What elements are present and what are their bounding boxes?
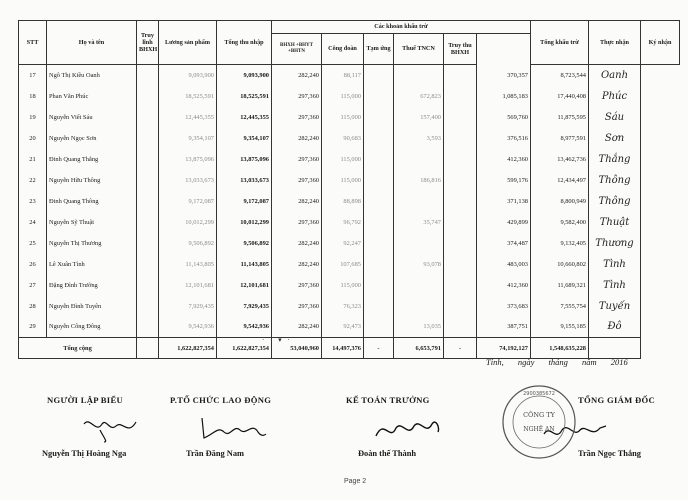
total-sign	[589, 338, 641, 359]
seal-place: NGHỆ AN	[523, 426, 555, 433]
cell-pit	[394, 191, 444, 212]
cell-sign: Phúc	[589, 86, 641, 107]
cell-union: 115,000	[322, 275, 364, 296]
accountant-name: Đoàn thế Thành	[358, 449, 417, 458]
cell-total-deduct: 373,683	[477, 296, 531, 317]
header-insurance: BHXH +BHYT +BHTN	[272, 34, 322, 65]
cell-name: Đinh Quang Thắng	[47, 149, 137, 170]
cell-name: Nguyễn Ngọc Sơn	[47, 128, 137, 149]
cell-stt: 19	[19, 107, 47, 128]
table-row	[19, 86, 680, 107]
payroll-rows	[19, 65, 680, 338]
cell-product-salary: 12,445,355	[159, 107, 217, 128]
header-recover: Truy thu BHXH	[444, 34, 477, 65]
cell-arrears	[137, 65, 159, 86]
cell-arrears	[137, 107, 159, 128]
header-arrears: Truy lĩnh BHXH	[137, 21, 159, 65]
cell-union: 115,000	[322, 86, 364, 107]
cell-sign: Thông	[589, 191, 641, 212]
cell-name: Nguyễn Công Đông	[47, 317, 137, 338]
cell-total-income: 9,506,892	[217, 233, 272, 254]
total-insurance: 53,040,960	[272, 338, 322, 359]
cell-name: Nguyễn Thị Thương	[47, 233, 137, 254]
header-sign: Ký nhận	[641, 21, 680, 65]
cell-insurance: 282,240	[272, 254, 322, 275]
cell-advance	[364, 317, 394, 338]
header-union: Công đoàn	[322, 34, 364, 65]
cell-sign: Tình	[589, 275, 641, 296]
cell-stt: 25	[19, 233, 47, 254]
total-union: 14,497,376	[322, 338, 364, 359]
cell-net: 9,132,405	[531, 233, 589, 254]
cell-advance	[364, 233, 394, 254]
cell-advance	[364, 191, 394, 212]
cell-product-salary: 13,033,673	[159, 170, 217, 191]
cell-insurance: 297,360	[272, 170, 322, 191]
cell-sign: Oanh	[589, 65, 641, 86]
table-row	[19, 275, 680, 296]
cell-pit	[394, 233, 444, 254]
table-row	[19, 170, 680, 191]
cell-total-deduct: 412,360	[477, 275, 531, 296]
cell-advance	[364, 149, 394, 170]
cell-recover	[444, 65, 477, 86]
cell-arrears	[137, 233, 159, 254]
cell-pit: 186,816	[394, 170, 444, 191]
header-net: Thực nhận	[589, 21, 641, 65]
header-product-salary: Lương sản phẩm	[159, 21, 217, 65]
cell-union: 90,683	[322, 128, 364, 149]
header-pit: Thuế TNCN	[394, 34, 444, 65]
cell-product-salary: 9,172,087	[159, 191, 217, 212]
cell-insurance: 297,360	[272, 149, 322, 170]
table-row	[19, 317, 680, 338]
cell-total-deduct: 374,487	[477, 233, 531, 254]
cell-union: 115,000	[322, 149, 364, 170]
cell-name: Phan Văn Phúc	[47, 86, 137, 107]
table-row	[19, 212, 680, 233]
cell-total-income: 7,929,435	[217, 296, 272, 317]
cell-total-income: 9,354,107	[217, 128, 272, 149]
header-advance: Tạm ứng	[364, 34, 394, 65]
cell-product-salary: 9,354,107	[159, 128, 217, 149]
cell-product-salary: 9,093,900	[159, 65, 217, 86]
cell-arrears	[137, 191, 159, 212]
cell-arrears	[137, 254, 159, 275]
cell-insurance: 282,240	[272, 65, 322, 86]
cell-total-income: 13,875,096	[217, 149, 272, 170]
cell-net: 12,434,497	[531, 170, 589, 191]
cell-recover	[444, 296, 477, 317]
cell-name: Nguyễn Viết Sáu	[47, 107, 137, 128]
director-title: TỔNG GIÁM ĐỐC	[578, 395, 655, 405]
cell-recover	[444, 149, 477, 170]
cell-pit: 672,823	[394, 86, 444, 107]
cell-union: 88,117	[322, 65, 364, 86]
table-row	[19, 107, 680, 128]
cell-sign: Thương	[589, 233, 641, 254]
cell-total-deduct: 429,899	[477, 212, 531, 233]
cell-net: 8,800,949	[531, 191, 589, 212]
header-name: Họ và tên	[47, 21, 137, 65]
payroll-table	[18, 20, 680, 359]
cell-stt: 20	[19, 128, 47, 149]
cell-pit: 35,747	[394, 212, 444, 233]
preparer-title: NGƯỜI LẬP BIỂU	[47, 395, 123, 405]
cell-total-deduct: 387,751	[477, 317, 531, 338]
cell-sign: Sáu	[589, 107, 641, 128]
table-row	[19, 254, 680, 275]
cell-arrears	[137, 296, 159, 317]
cell-total-income: 11,143,805	[217, 254, 272, 275]
cell-advance	[364, 128, 394, 149]
cell-recover	[444, 317, 477, 338]
cell-union: 76,323	[322, 296, 364, 317]
cell-pit: 157,400	[394, 107, 444, 128]
cell-stt: 29	[19, 317, 47, 338]
cell-net: 11,875,595	[531, 107, 589, 128]
cell-insurance: 282,240	[272, 191, 322, 212]
cell-stt: 22	[19, 170, 47, 191]
cell-recover	[444, 128, 477, 149]
cell-net: 11,689,321	[531, 275, 589, 296]
seal-code: 2900385672	[523, 391, 555, 397]
cell-stt: 26	[19, 254, 47, 275]
table-row	[19, 233, 680, 254]
cell-advance	[364, 170, 394, 191]
cell-pit	[394, 65, 444, 86]
cell-recover	[444, 191, 477, 212]
cell-advance	[364, 275, 394, 296]
cell-union: 107,685	[322, 254, 364, 275]
cell-net: 13,462,736	[531, 149, 589, 170]
cell-arrears	[137, 317, 159, 338]
cell-stt: 28	[19, 296, 47, 317]
cell-total-deduct: 1,085,183	[477, 86, 531, 107]
cell-advance	[364, 212, 394, 233]
cell-stt: 21	[19, 149, 47, 170]
cell-arrears	[137, 212, 159, 233]
cell-arrears	[137, 275, 159, 296]
total-pit: 6,653,791	[394, 338, 444, 359]
cell-name: Nguyễn Sỹ Thuật	[47, 212, 137, 233]
cell-advance	[364, 86, 394, 107]
total-label: Tổng cộng	[19, 338, 137, 359]
cell-arrears	[137, 170, 159, 191]
cell-arrears	[137, 149, 159, 170]
cell-pit: 13,035	[394, 317, 444, 338]
cell-stt: 23	[19, 191, 47, 212]
preparer-signature	[80, 412, 140, 444]
cell-sign: Thông	[589, 170, 641, 191]
seal-company: CÔNG TY	[523, 411, 555, 419]
cell-net: 9,582,400	[531, 212, 589, 233]
cell-pit: 93,078	[394, 254, 444, 275]
hr-name: Trần Đăng Nam	[186, 449, 245, 458]
hr-signature	[196, 412, 268, 444]
cell-total-income: 9,093,900	[217, 65, 272, 86]
cell-net: 9,155,185	[531, 317, 589, 338]
cell-pit	[394, 275, 444, 296]
cell-arrears	[137, 128, 159, 149]
table-row	[19, 149, 680, 170]
cell-total-deduct: 599,176	[477, 170, 531, 191]
cell-recover	[444, 212, 477, 233]
cell-name: Nguyễn Hữu Thông	[47, 170, 137, 191]
page-label: Page 2	[344, 478, 367, 485]
cell-union: 96,792	[322, 212, 364, 233]
cell-pit	[394, 149, 444, 170]
cell-union: 92,247	[322, 233, 364, 254]
cell-recover	[444, 86, 477, 107]
cell-recover	[444, 275, 477, 296]
cell-pit: 3,593	[394, 128, 444, 149]
cell-stt: 24	[19, 212, 47, 233]
cell-total-income: 12,101,681	[217, 275, 272, 296]
cell-name: Lê Xuân Tình	[47, 254, 137, 275]
cell-total-income: 18,525,591	[217, 86, 272, 107]
cell-total-income: 13,033,673	[217, 170, 272, 191]
accountant-title: KẾ TOÁN TRƯỞNG	[346, 395, 430, 405]
table-row	[19, 128, 680, 149]
header-deductions-group: Các khoản khấu trừ	[272, 21, 531, 34]
cell-recover	[444, 233, 477, 254]
total-arrears	[137, 338, 159, 359]
cell-insurance: 297,360	[272, 212, 322, 233]
cell-stt: 27	[19, 275, 47, 296]
cell-total-deduct: 376,516	[477, 128, 531, 149]
cell-recover	[444, 107, 477, 128]
total-product-salary: 1,622,827,354	[159, 338, 217, 359]
preparer-name: Nguyễn Thị Hoàng Nga	[42, 449, 127, 458]
cell-insurance: 297,360	[272, 296, 322, 317]
cell-net: 7,555,754	[531, 296, 589, 317]
cell-total-deduct: 569,760	[477, 107, 531, 128]
cell-name: Ngô Thị Kiều Oanh	[47, 65, 137, 86]
cell-union: 92,473	[322, 317, 364, 338]
cell-name: Đinh Quang Thông	[47, 191, 137, 212]
cell-stt: 17	[19, 65, 47, 86]
cell-product-salary: 10,012,299	[159, 212, 217, 233]
cell-sign: Sơn	[589, 128, 641, 149]
cell-advance	[364, 65, 394, 86]
cell-insurance: 297,360	[272, 86, 322, 107]
company-seal	[500, 383, 578, 461]
header-total-income: Tổng thu nhập	[217, 21, 272, 65]
cell-sign: Thắng	[589, 149, 641, 170]
cell-sign: Đô	[589, 317, 641, 338]
cell-total-deduct: 483,003	[477, 254, 531, 275]
cell-product-salary: 18,525,591	[159, 86, 217, 107]
cell-total-deduct: 371,138	[477, 191, 531, 212]
table-row	[19, 296, 680, 317]
cell-advance	[364, 254, 394, 275]
scan-marks: · · ▾ ·	[262, 336, 292, 344]
date-line: Tỉnh, ngày tháng năm 2016	[486, 357, 628, 367]
cell-insurance: 282,240	[272, 317, 322, 338]
cell-stt: 18	[19, 86, 47, 107]
cell-advance	[364, 107, 394, 128]
cell-name: Đặng Đình Trường	[47, 275, 137, 296]
cell-advance	[364, 296, 394, 317]
cell-arrears	[137, 86, 159, 107]
total-recover: -	[444, 338, 477, 359]
header-stt: STT	[19, 21, 47, 65]
cell-sign: Tình	[589, 254, 641, 275]
cell-product-salary: 11,143,805	[159, 254, 217, 275]
total-row	[19, 338, 680, 359]
header-total-deduct: Tổng khấu trừ	[531, 21, 589, 65]
cell-product-salary: 13,875,096	[159, 149, 217, 170]
accountant-signature	[372, 414, 442, 444]
cell-total-income: 9,172,087	[217, 191, 272, 212]
cell-insurance: 282,240	[272, 128, 322, 149]
cell-product-salary: 12,101,681	[159, 275, 217, 296]
cell-recover	[444, 254, 477, 275]
cell-recover	[444, 170, 477, 191]
hr-title: P.TỔ CHỨC LAO ĐỘNG	[170, 395, 272, 405]
cell-total-deduct: 412,360	[477, 149, 531, 170]
total-advance: -	[364, 338, 394, 359]
cell-product-salary: 9,506,892	[159, 233, 217, 254]
cell-pit	[394, 296, 444, 317]
cell-product-salary: 7,929,435	[159, 296, 217, 317]
cell-total-income: 10,012,299	[217, 212, 272, 233]
table-row	[19, 191, 680, 212]
cell-insurance: 297,360	[272, 107, 322, 128]
cell-union: 88,898	[322, 191, 364, 212]
table-row	[19, 65, 680, 86]
cell-union: 115,000	[322, 170, 364, 191]
cell-net: 8,977,591	[531, 128, 589, 149]
cell-total-income: 12,445,355	[217, 107, 272, 128]
cell-product-salary: 9,542,936	[159, 317, 217, 338]
total-income: 1,622,827,354	[217, 338, 272, 359]
cell-net: 17,440,408	[531, 86, 589, 107]
cell-insurance: 282,240	[272, 233, 322, 254]
director-name: Trần Ngọc Thắng	[578, 449, 641, 458]
cell-union: 115,000	[322, 107, 364, 128]
cell-total-deduct: 370,357	[477, 65, 531, 86]
cell-sign: Thuật	[589, 212, 641, 233]
cell-net: 10,660,802	[531, 254, 589, 275]
cell-insurance: 297,360	[272, 275, 322, 296]
cell-net: 8,723,544	[531, 65, 589, 86]
total-net: 1,548,635,228	[531, 338, 589, 359]
cell-sign: Tuyến	[589, 296, 641, 317]
cell-name: Nguyễn Đình Tuyên	[47, 296, 137, 317]
total-deduct: 74,192,127	[477, 338, 531, 359]
cell-total-income: 9,542,936	[217, 317, 272, 338]
